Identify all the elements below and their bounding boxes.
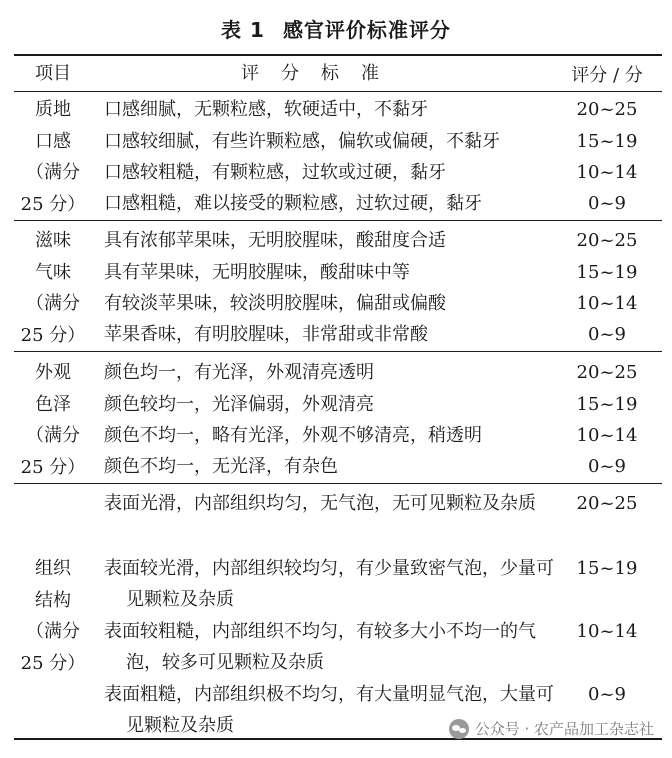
score-range: 10~14 — [576, 425, 638, 446]
group-divider — [14, 220, 662, 221]
table-title — [0, 14, 672, 43]
category-line: （满分 — [26, 425, 80, 446]
criterion: 苹果香味，有明胶腥味，非常甜或非常酸 — [104, 324, 428, 345]
group-divider — [14, 483, 662, 484]
score-range: 0~9 — [588, 193, 626, 214]
category-line: （满分 — [26, 293, 80, 314]
category-line: 口感 — [35, 130, 71, 152]
score-range: 15~19 — [576, 262, 638, 283]
category-line: 气味 — [35, 261, 71, 283]
header-score: 评分 / 分 — [571, 65, 643, 86]
category-appearance — [14, 357, 92, 483]
criterion: 有较淡苹果味，较淡明胶腥味，偏甜或偏酸 — [104, 293, 446, 314]
watermark-text: 公众号 · 农产品加工杂志社 — [474, 720, 654, 738]
category-line: 25 分） — [20, 324, 86, 346]
criterion: 具有苹果味，无明胶腥味，酸甜味中等 — [104, 262, 410, 283]
criterion: 口感粗糙，难以接受的颗粒感，过软过硬，黏牙 — [104, 193, 482, 214]
score-range: 10~14 — [576, 293, 638, 314]
criterion: 口感细腻，无颗粒感，软硬适中，不黏牙 — [104, 99, 428, 120]
score-range: 20~25 — [576, 99, 638, 120]
category-line: （满分 — [26, 621, 80, 642]
category-line: 组织 — [35, 558, 71, 579]
category-line: 色泽 — [35, 393, 71, 415]
criterion: 具有浓郁苹果味，无明胶腥味，酸甜度合适 — [104, 230, 446, 251]
score-range: 15~19 — [576, 558, 638, 579]
watermark — [449, 718, 654, 739]
category-line: 25 分） — [20, 456, 86, 478]
score-range: 20~25 — [576, 362, 638, 383]
category-line: 外观 — [35, 362, 71, 383]
criterion: 颜色不均一，无光泽，有杂色 — [104, 456, 338, 477]
criterion: 表面较粗糙，内部组织不均匀，有较多大小不均一的气泡，较多可见颗粒及杂质 — [104, 621, 536, 673]
score-range: 20~25 — [576, 493, 638, 514]
category-texture — [14, 94, 92, 220]
criterion: 颜色较均一，光泽偏弱，外观清亮 — [104, 394, 374, 415]
criterion: 表面光滑，内部组织均匀，无气泡，无可见颗粒及杂质 — [104, 493, 536, 514]
top-rule — [14, 54, 662, 56]
score-range: 0~9 — [588, 456, 626, 477]
score-range: 10~14 — [576, 621, 638, 642]
table-title-text: 感官评价标准评分 — [282, 18, 451, 42]
header-item: 项目 — [35, 63, 71, 84]
header-standard: 评分标准 — [241, 63, 401, 84]
score-range: 10~14 — [576, 162, 638, 183]
score-range: 0~9 — [588, 324, 626, 345]
header-rule — [14, 91, 662, 92]
group-divider — [14, 351, 662, 352]
criterion: 表面粗糙，内部组织极不均匀，有大量明显气泡，大量可见颗粒及杂质 — [104, 684, 554, 736]
score-range: 0~9 — [588, 684, 626, 705]
category-flavor — [14, 225, 92, 351]
category-line: 结构 — [35, 589, 71, 611]
criterion: 颜色不均一，略有光泽，外观不够清亮，稍透明 — [104, 425, 482, 446]
score-range: 15~19 — [576, 394, 638, 415]
criterion: 表面较光滑，内部组织较均匀，有少量致密气泡，少量可见颗粒及杂质 — [104, 558, 554, 610]
score-range: 20~25 — [576, 230, 638, 251]
criterion: 口感较细腻，有些许颗粒感，偏软或偏硬，不黏牙 — [104, 131, 500, 152]
category-line: 25 分） — [20, 652, 86, 674]
table-number: 表 1 — [221, 18, 265, 42]
criterion: 颜色均一，有光泽，外观清亮透明 — [104, 362, 374, 383]
category-line: 25 分） — [20, 193, 86, 215]
score-range: 15~19 — [576, 131, 638, 152]
category-line: 滋味 — [35, 230, 71, 251]
criterion: 口感较粗糙，有颗粒感，过软或过硬，黏牙 — [104, 162, 446, 183]
wechat-icon — [449, 719, 469, 739]
category-structure — [14, 553, 92, 679]
category-line: 质地 — [35, 99, 71, 120]
category-line: （满分 — [26, 162, 80, 183]
